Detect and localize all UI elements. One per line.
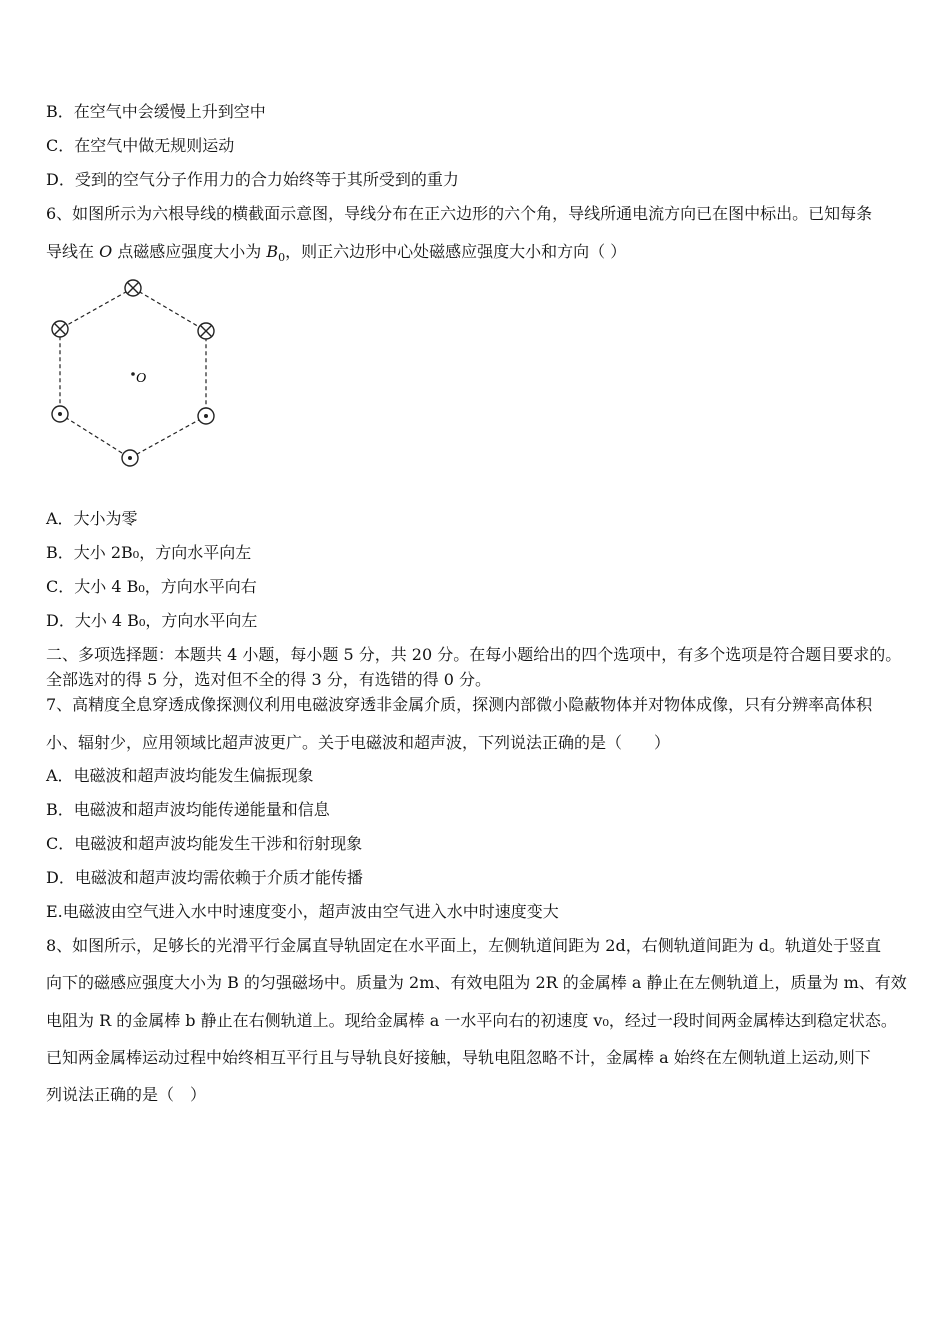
q8-stem-line1: 8、如图所示，足够长的光滑平行金属直导轨固定在水平面上，左侧轨道间距为 2d，右侧轨道间距为 d。轨道处于竖直 <box>46 936 882 955</box>
q6-stem-line2 <box>46 242 626 268</box>
q6-option-a: A．大小为零 <box>46 509 138 528</box>
wire-out-of-page-lower-right <box>198 408 214 424</box>
q6-stem-text-c: ，则正六边形中心处磁感应强度大小和方向（ ） <box>285 242 627 261</box>
center-point-label: O <box>136 371 147 386</box>
section2-heading-line1: 二、多项选择题：本题共 4 小题，每小题 5 分，共 20 分。在每小题给出的四个选项中，有多个选项是符合题目要求的。 <box>46 645 902 664</box>
q7-option-b: B．电磁波和超声波均能传递能量和信息 <box>46 800 330 819</box>
section2-heading-line2: 全部选对的得 5 分，选对但不全的得 3 分，有选错的得 0 分。 <box>46 670 492 689</box>
q8-stem-line3: 电阻为 R 的金属棒 b 静止在右侧轨道上。现给金属棒 a 一水平向右的初速度 v₀，经过一段时间两金属棒达到稳定状态。 <box>46 1011 897 1030</box>
q7-option-d: D．电磁波和超声波均需依赖于介质才能传播 <box>46 868 363 887</box>
q8-stem-line2: 向下的磁感应强度大小为 B 的匀强磁场中。质量为 2m、有效电阻为 2R 的金属棒 a 静止在左侧轨道上，质量为 m、有效 <box>46 973 907 992</box>
q7-option-c: C．电磁波和超声波均能发生干涉和衍射现象 <box>46 834 363 853</box>
hexagon-wire-diagram <box>44 276 224 476</box>
wire-out-of-page-lower-left <box>52 406 68 422</box>
q6-symbol-sub: 0 <box>278 251 286 265</box>
q7-option-e: E.电磁波由空气进入水中时速度变小，超声波由空气进入水中时速度变大 <box>46 902 559 921</box>
wire-out-of-page-bottom <box>122 450 138 466</box>
q6-option-d: D．大小 4 B₀，方向水平向左 <box>46 611 258 630</box>
wire-into-page-top <box>125 280 141 296</box>
q6-point-o: O <box>99 242 113 261</box>
q6-option-b: B．大小 2B₀，方向水平向左 <box>46 543 252 562</box>
q6-stem-text-a: 导线在 <box>46 242 100 261</box>
wire-into-page-upper-right <box>198 323 214 339</box>
q5-option-b: B．在空气中会缓慢上升到空中 <box>46 102 266 121</box>
q8-stem-line4: 已知两金属棒运动过程中始终相互平行且与导轨良好接触，导轨电阻忽略不计，金属棒 a 始终在左侧轨道上运动,则下 <box>46 1048 871 1067</box>
q5-option-d: D．受到的空气分子作用力的合力始终等于其所受到的重力 <box>46 170 459 189</box>
q7-option-a: A．电磁波和超声波均能发生偏振现象 <box>46 766 314 785</box>
q5-option-c: C．在空气中做无规则运动 <box>46 136 235 155</box>
q6-option-c: C．大小 4 B₀，方向水平向右 <box>46 577 257 596</box>
q8-stem-line5: 列说法正确的是（ ） <box>46 1085 207 1104</box>
center-point-dot <box>131 372 135 376</box>
q6-stem-text-b: 点磁感应强度大小为 <box>112 242 267 261</box>
q7-stem-line2: 小、辐射少，应用领域比超声波更广。关于电磁波和超声波，下列说法正确的是（ ） <box>46 733 671 752</box>
q6-symbol-b: B <box>266 242 279 261</box>
q7-stem-line1: 7、高精度全息穿透成像探测仪利用电磁波穿透非金属介质，探测内部微小隐蔽物体并对物体成像，只有分辨率高体积 <box>46 695 873 714</box>
q6-stem-line1: 6、如图所示为六根导线的横截面示意图，导线分布在正六边形的六个角，导线所通电流方向已在图中标出。已知每条 <box>46 204 873 223</box>
wire-into-page-upper-left <box>52 321 68 337</box>
